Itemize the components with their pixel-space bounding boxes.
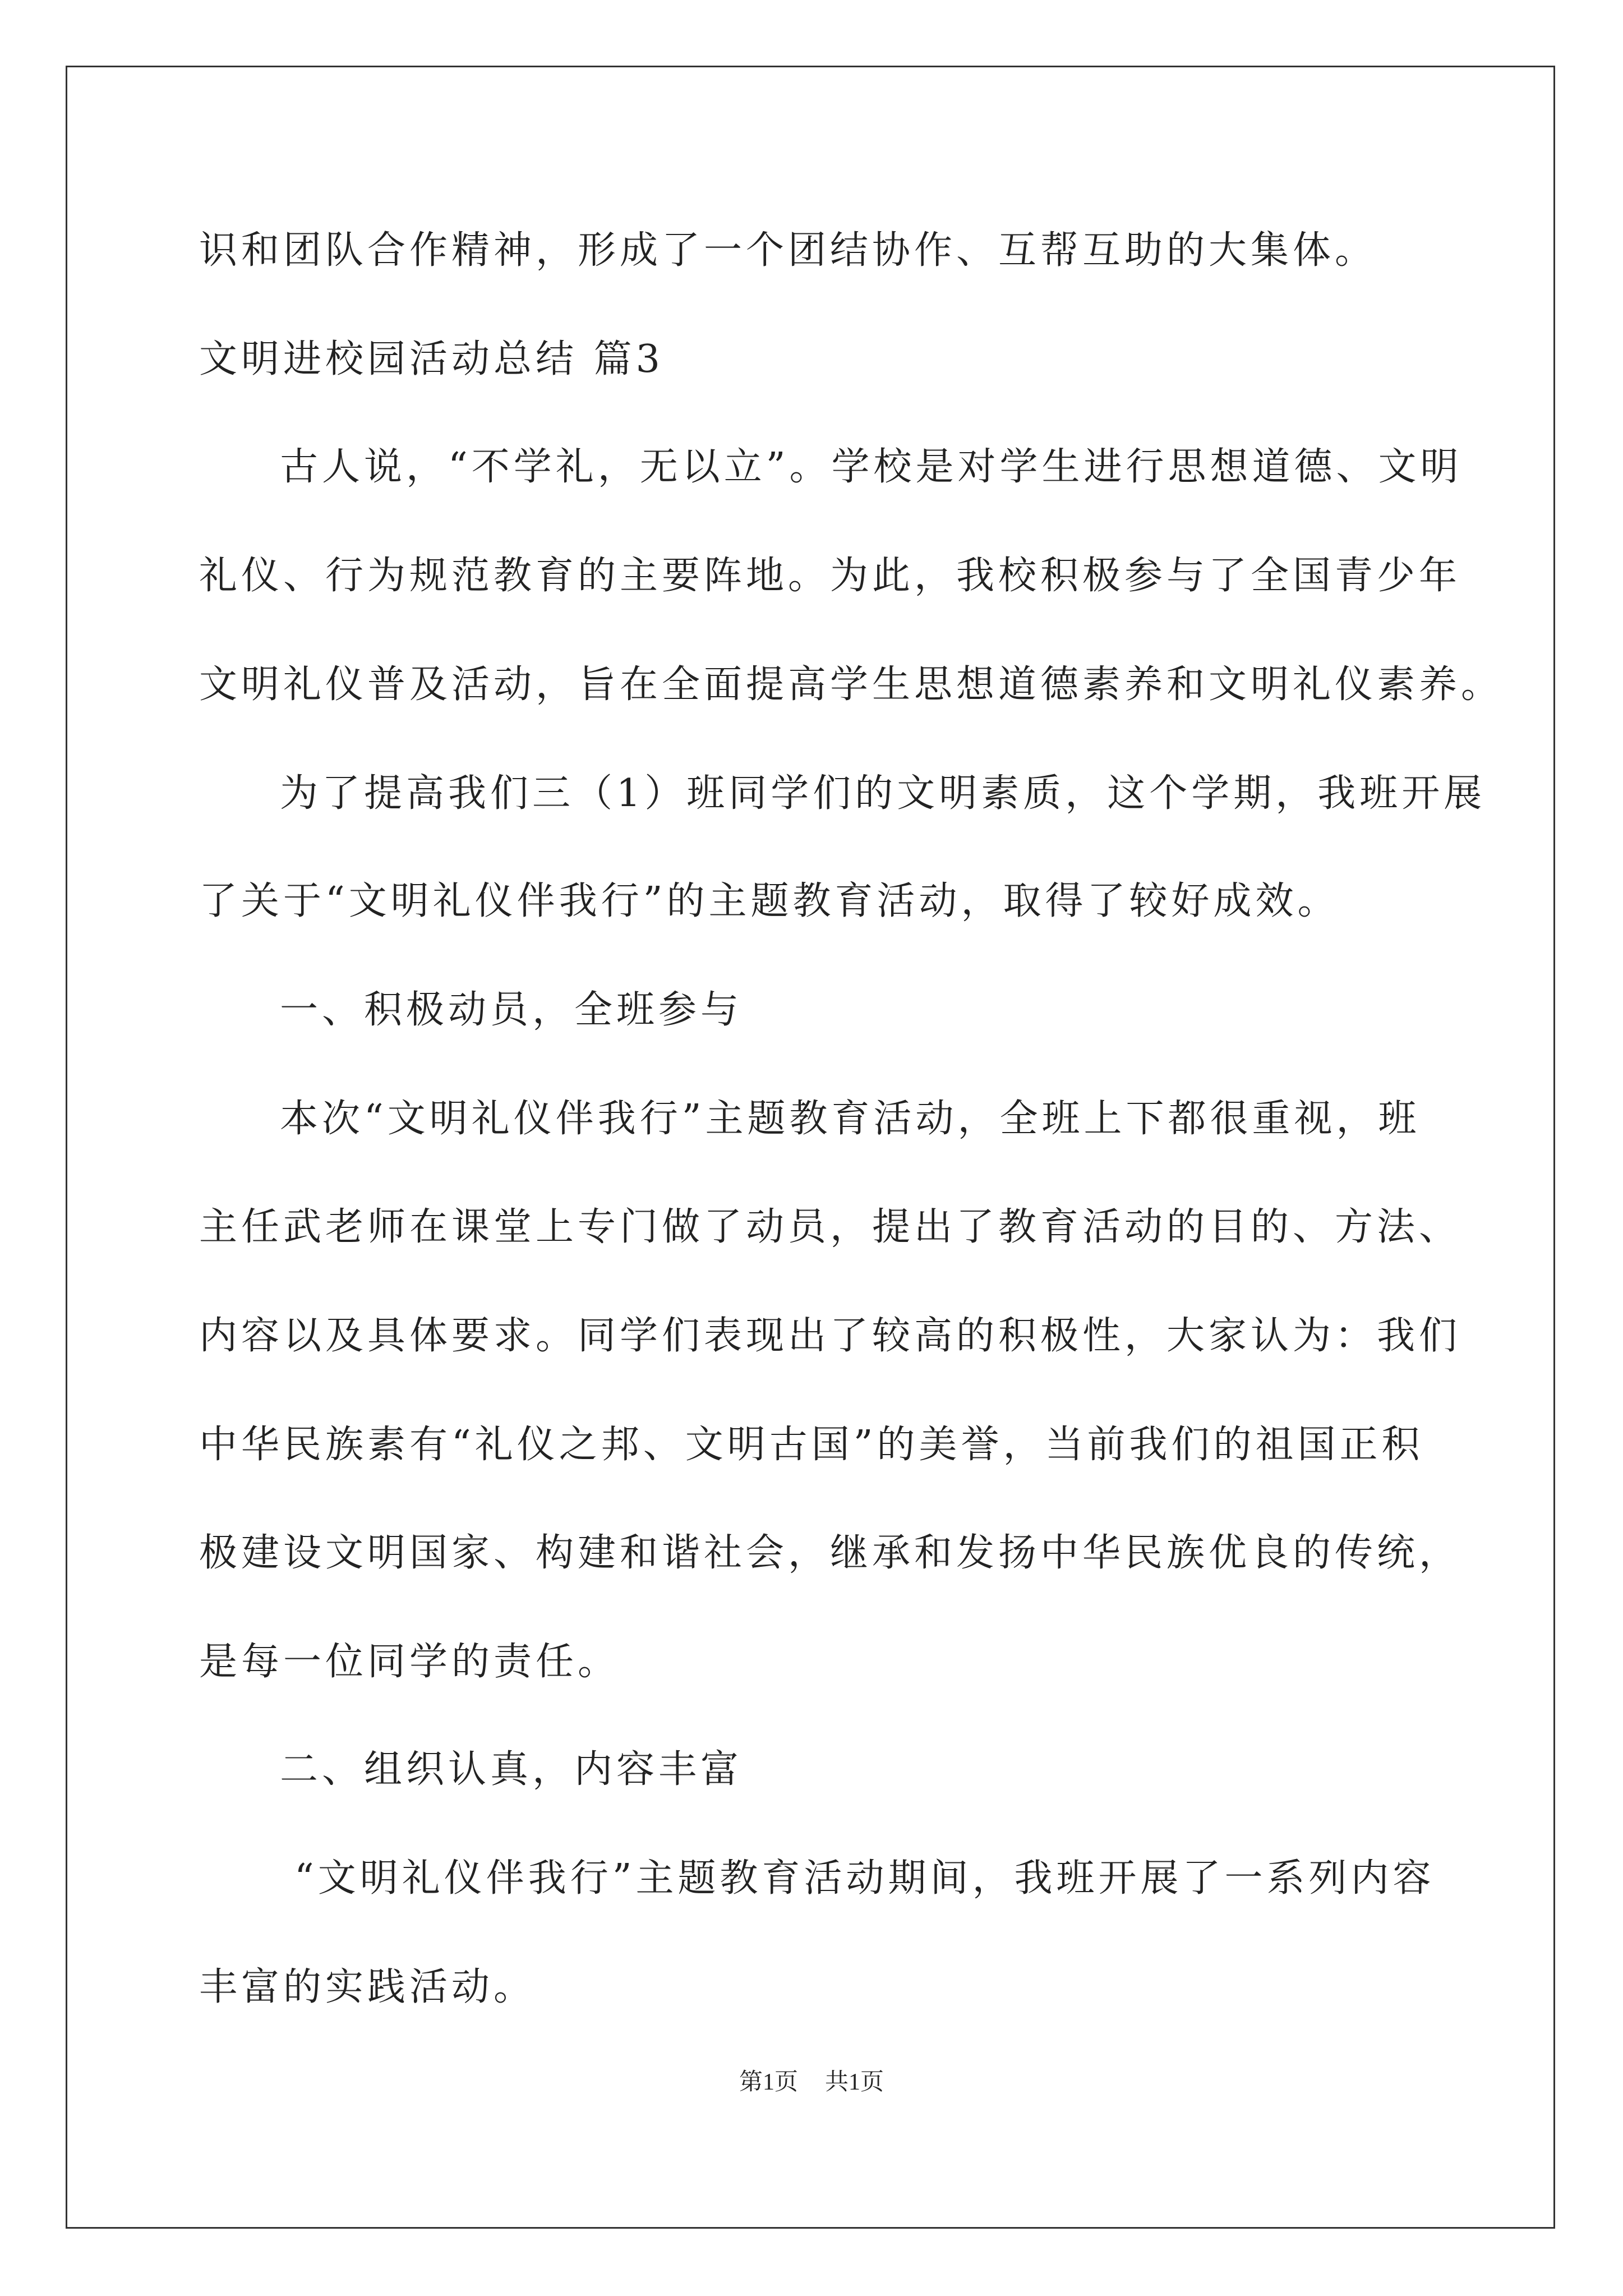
body-line: 为了提高我们三（1）班同学们的文明素质，这个学期，我班开展 (280, 771, 1486, 816)
page-total: 共1页 (825, 2069, 884, 2095)
section-heading: 文明进校园活动总结 篇3 (199, 337, 664, 381)
subheading: 二、组织认真，内容丰富 (280, 1747, 743, 1792)
subheading: 一、积极动员，全班参与 (280, 988, 743, 1032)
page-footer (0, 2065, 1623, 2099)
body-line: 丰富的实践活动。 (199, 1965, 536, 2009)
body-line: 了关于“文明礼仪伴我行”的主题教育活动，取得了较好成效。 (199, 879, 1340, 923)
body-line: 本次“文明礼仪伴我行”主题教育活动，全班上下都很重视，班 (280, 1097, 1421, 1141)
body-line: 主任武老师在课堂上专门做了动员，提出了教育活动的目的、方法、 (199, 1205, 1461, 1249)
body-line: 是每一位同学的责任。 (199, 1640, 620, 1684)
body-line: 极建设文明国家、构建和谐社会，继承和发扬中华民族优良的传统， (199, 1531, 1461, 1575)
body-line: “文明礼仪伴我行”主题教育活动期间，我班开展了一系列内容 (294, 1856, 1435, 1901)
body-line: 文明礼仪普及活动，旨在全面提高学生思想道德素养和文明礼仪素养。 (199, 662, 1504, 707)
body-line: 中华民族素有“礼仪之邦、文明古国”的美誉，当前我们的祖国正积 (199, 1423, 1424, 1467)
page-number: 第1页 (739, 2069, 798, 2095)
body-line: 古人说，“不学礼，无以立”。学校是对学生进行思想道德、文明 (280, 445, 1463, 489)
body-line: 识和团队合作精神，形成了一个团结协作、互帮互助的大集体。 (199, 228, 1377, 273)
body-line: 内容以及具体要求。同学们表现出了较高的积极性，大家认为：我们 (199, 1314, 1461, 1358)
body-line: 礼仪、行为规范教育的主要阵地。为此，我校积极参与了全国青少年 (199, 554, 1461, 598)
